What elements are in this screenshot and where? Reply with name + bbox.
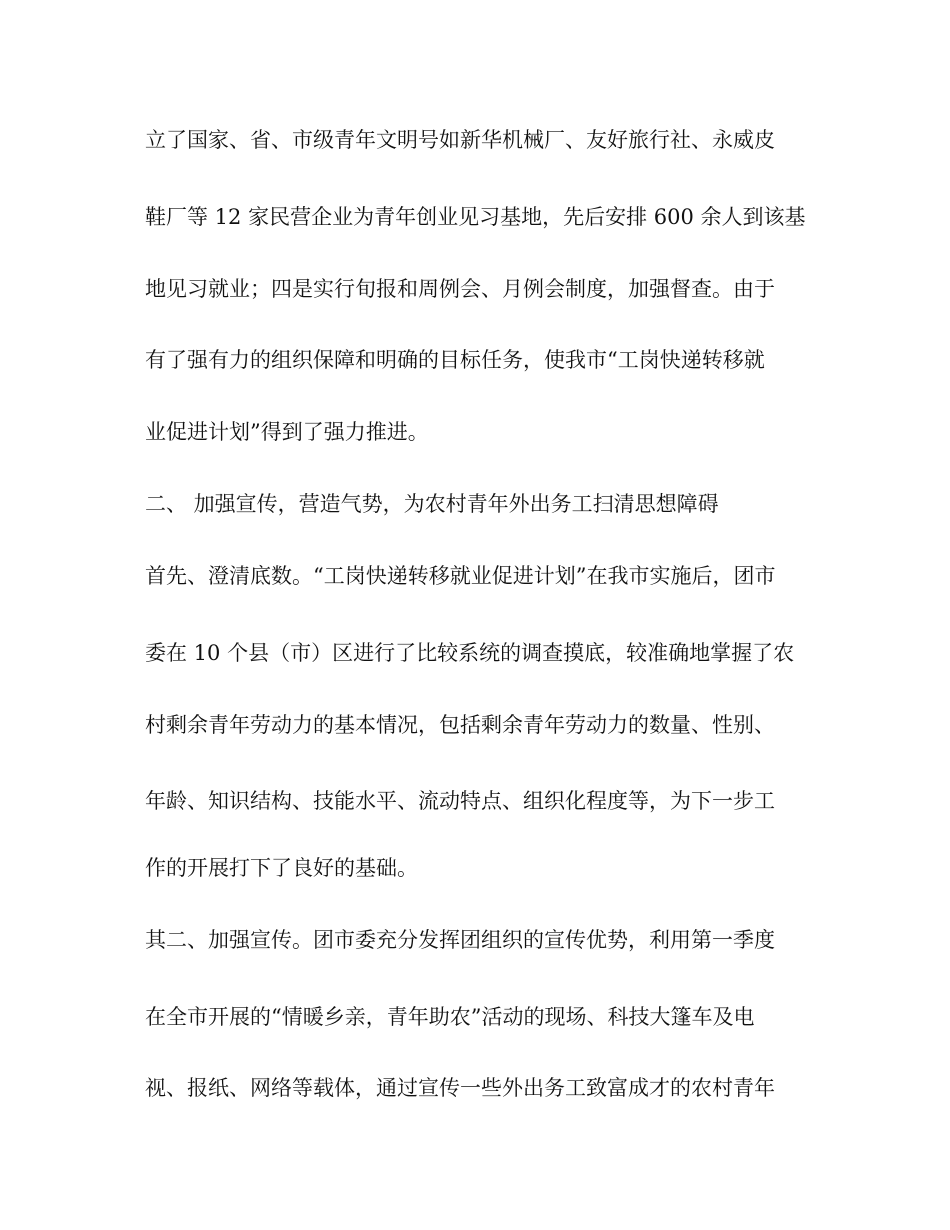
text-line-5: 业促进计划”得到了强力推进。	[145, 420, 429, 444]
text-line-11: 作的开展打下了良好的基础。	[145, 856, 418, 880]
text-line-10: 年龄、知识结构、技能水平、流动特点、组织化程度等，为下一步工	[145, 789, 775, 813]
text-line-7: 首先、澄清底数。“工岗快递转移就业促进计划”在我市实施后，团市	[145, 564, 776, 588]
text-line-2: 鞋厂等 12 家民营企业为青年创业见习基地，先后安排 600 余人到该基	[145, 205, 806, 229]
section-heading-2: 二、 加强宣传，营造气势，为农村青年外出务工扫清思想障碍	[145, 492, 719, 516]
text-line-14: 视、报纸、网络等载体，通过宣传一些外出务工致富成才的农村青年	[145, 1076, 775, 1100]
text-line-3: 地见习就业；四是实行旬报和周例会、月例会制度，加强督查。由于	[145, 277, 775, 301]
text-line-8: 委在 10 个县（市）区进行了比较系统的调查摸底，较准确地掌握了农	[145, 641, 795, 665]
text-line-12: 其二、加强宣传。团市委充分发挥团组织的宣传优势，利用第一季度	[145, 928, 775, 952]
text-line-9: 村剩余青年劳动力的基本情况，包括剩余青年劳动力的数量、性别、	[145, 713, 775, 737]
text-line-13: 在全市开展的“情暖乡亲，青年助农”活动的现场、科技大篷车及电	[145, 1005, 755, 1029]
text-line-4: 有了强有力的组织保障和明确的目标任务，使我市“工岗快递转移就	[145, 348, 765, 372]
text-line-1: 立了国家、省、市级青年文明号如新华机械厂、友好旅行社、永威皮	[145, 128, 775, 152]
